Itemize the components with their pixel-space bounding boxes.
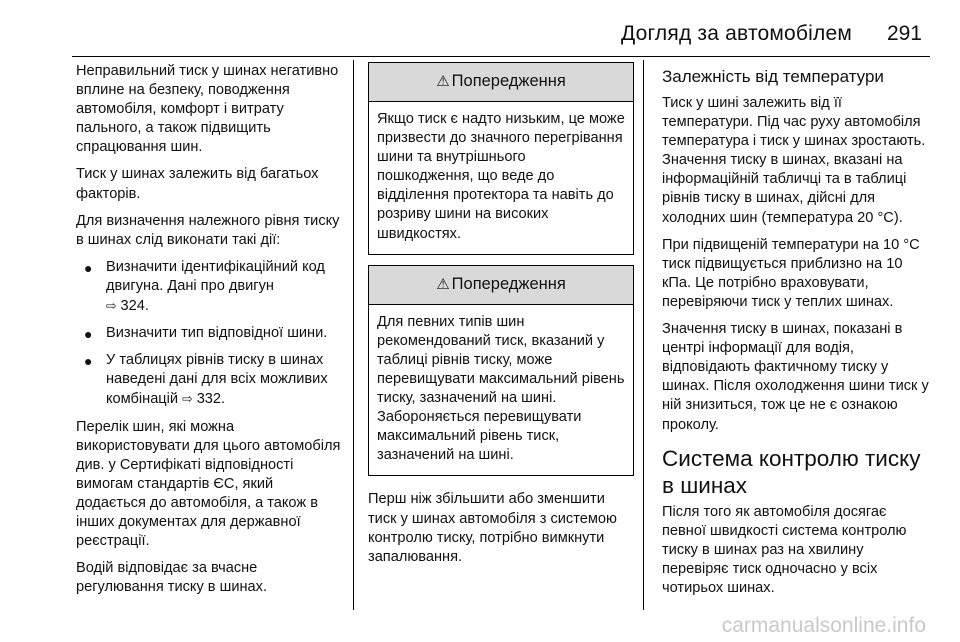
- section-title: Система контролю тиску в шинах: [662, 445, 921, 498]
- page-reference[interactable]: 324.: [120, 298, 149, 315]
- paragraph: При підвищеній температури на 10 °C тиск підвищується приблизно на 10 кПа. Це потрібно враховувати, перевіряючи тиск у теплих шинах.: [662, 236, 920, 310]
- warning-title: Попередження: [451, 72, 566, 91]
- arrow-right-icon: ⇨: [182, 391, 193, 407]
- warning-triangle-icon: ⚠: [436, 275, 450, 294]
- header-rule: [72, 56, 930, 57]
- subsection-title: Залежність від температури: [662, 67, 884, 86]
- steps-list: [76, 258, 344, 410]
- paragraph: Тиск у шинах залежить від багатьох факторів.: [76, 166, 319, 202]
- warning-triangle-icon: ⚠: [436, 72, 450, 91]
- list-item-text: У таблицях рівнів тиску в шинах наведені дані для всіх можливих комбінацій: [106, 352, 328, 408]
- warning-header: [369, 63, 633, 102]
- warning-text: Для певних типів шин рекомендований тиск, вказаний у таблиці рівнів тиску, може перевищувати максимальний рівень тиску, зазначений на шині. Забороняється перевищувати максимальний рівень тиск, зазначений на шині.: [377, 313, 625, 464]
- page-header: [0, 0, 960, 56]
- page-reference[interactable]: 332.: [196, 391, 226, 408]
- paragraph: Значення тиску в шинах, показані в центрі інформації для водія, відповідають фактичному тиску у шинах. Після охолодження шини тиск у ній знизиться, тож це не є ознакою проколу.: [662, 321, 929, 433]
- bullet-icon: ●: [84, 259, 93, 276]
- warning-box: [368, 265, 634, 477]
- paragraph: Перелік шин, які можна використовувати для цього автомобіля див. у Сертифікаті відповідності вимогам стандартів ЄС, який додається до автомобіля, а також в інших документах для державної реєстрації.: [76, 418, 341, 550]
- warning-body: [369, 305, 633, 476]
- watermark: carmanualsonline.info: [721, 614, 926, 637]
- list-item: [76, 258, 344, 316]
- warning-text: Якщо тиск є надто низьким, це може призвести до значного перегрівання шини та внутрішнього пошкодження, що веде до відділення протектора та навіть до розриву шини на високих швидкостях.: [377, 111, 625, 242]
- chapter-title: Догляд за автомобілем: [620, 22, 852, 45]
- list-item-text: Визначити тип відповідної шини.: [106, 325, 328, 342]
- warning-header: [369, 266, 633, 305]
- column-1: [76, 62, 344, 605]
- paragraph: Перш ніж збільшити або зменшити тиск у шинах автомобіля з системою контролю тиску, потрібно вимкнути запалювання.: [368, 491, 617, 565]
- column-divider-2: [643, 60, 644, 610]
- warning-title: Попередження: [451, 275, 566, 294]
- page-number: 291: [886, 22, 922, 45]
- paragraph: Для визначення належного рівня тиску в шинах слід виконати такі дії:: [76, 212, 340, 248]
- warning-body: [369, 102, 633, 254]
- paragraph: Неправильний тиск у шинах негативно вплине на безпеку, поводження автомобіля, комфорт і витрату пального, а також підвищить спрацювання шин.: [76, 63, 339, 156]
- warning-box: [368, 62, 634, 255]
- bullet-icon: ●: [84, 353, 93, 370]
- paragraph: Водій відповідає за вчасне регулювання тиску в шинах.: [76, 560, 268, 596]
- column-3: [662, 62, 934, 606]
- bullet-icon: ●: [84, 326, 93, 343]
- arrow-right-icon: ⇨: [106, 298, 117, 314]
- list-item: [76, 324, 344, 343]
- list-item-text: Визначити ідентифікаційний код двигуна. Дані про двигун: [106, 258, 325, 294]
- column-2: [368, 62, 634, 575]
- paragraph: Після того як автомобіля досягає певної швидкості система контролю тиску в шинах раз на хвилину перевіряє тиск одночасно у всіх чотирьох шинах.: [662, 503, 907, 596]
- column-divider-1: [353, 60, 354, 610]
- list-item: [76, 351, 344, 409]
- paragraph: Тиск у шині залежить від її температури. Під час руху автомобіля температура і тиск у шинах зростають. Значення тиску в шинах, вказані на інформаційній табличці та в таблиці рівнів тиску в шинах, дійсні для холодних шин (температура 20 °C).: [662, 95, 926, 226]
